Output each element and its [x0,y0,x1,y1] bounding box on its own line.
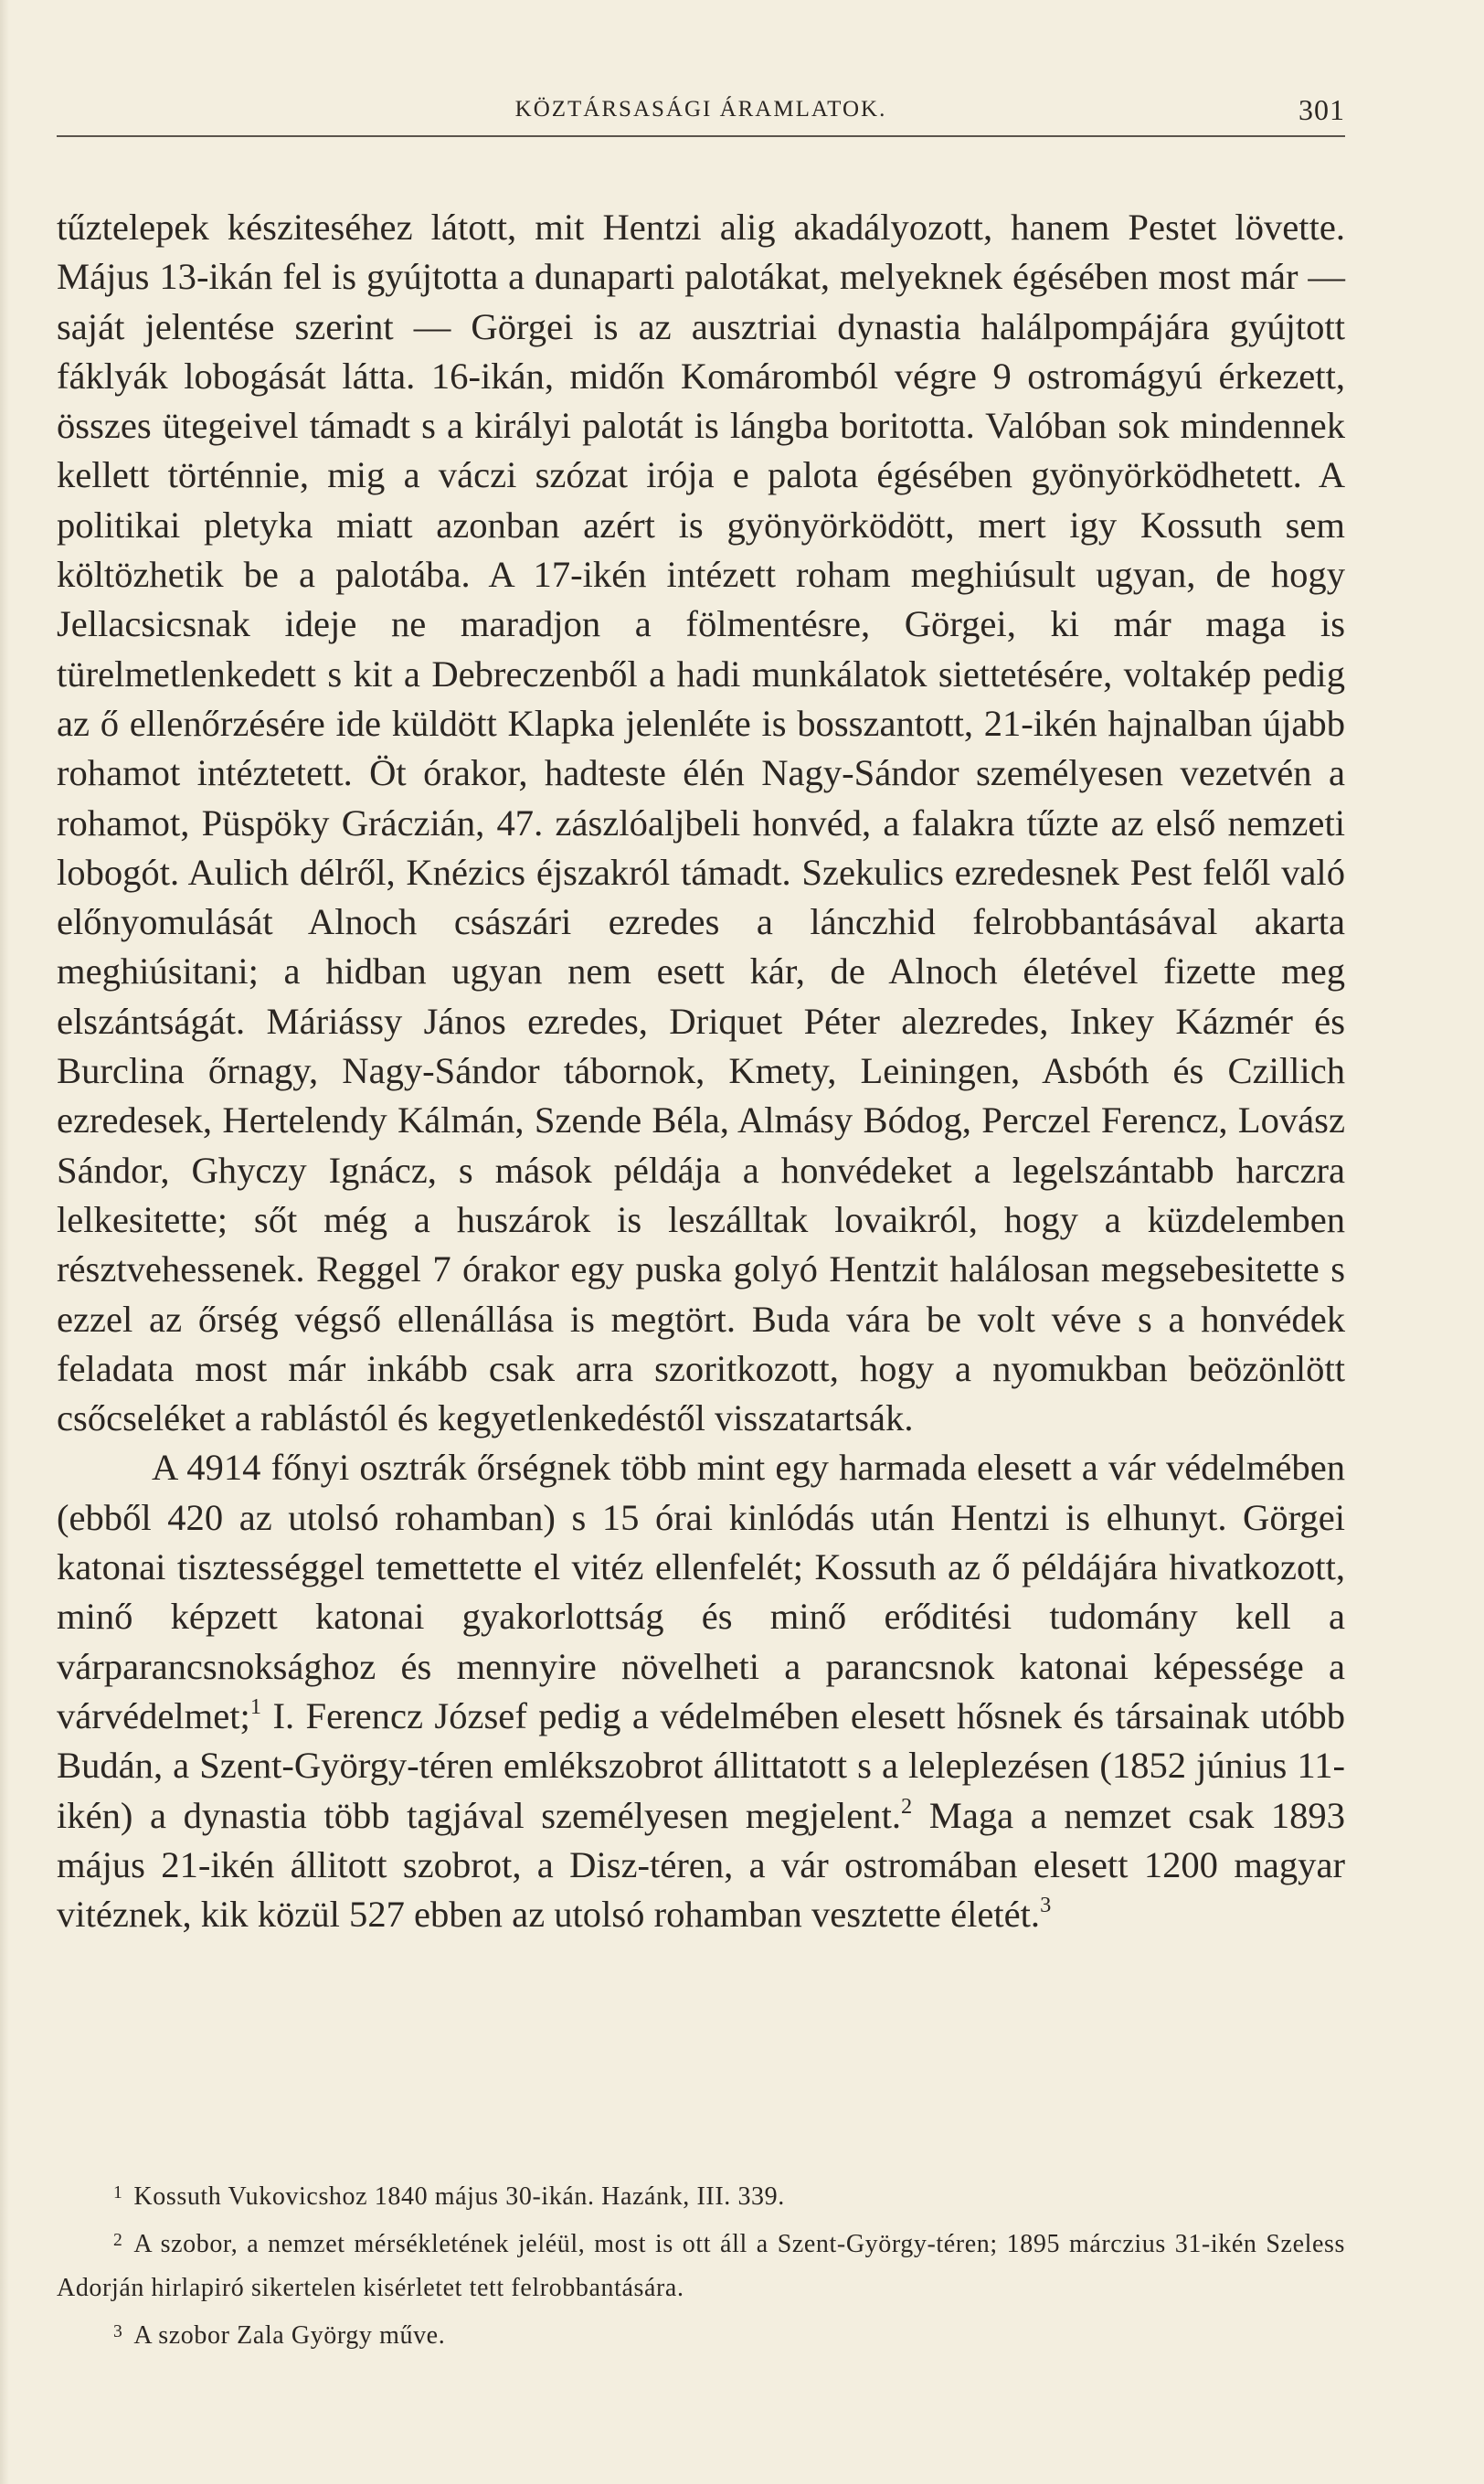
footnote-1 [57,2171,1345,2219]
paragraph-2 [57,1443,1345,1939]
paragraph-2-part-b: I. Ferencz József pedig a védelmében elesett hősnek és társainak utóbb Budán, a Szent-György-téren emlékszobrot állittatott s a leleplezésen (1852 június 11-ikén) a dynastia több tagjával személyesen megjelent. [57,1694,1345,1836]
running-head: KÖZTÁRSASÁGI ÁRAMLATOK. [514,97,887,122]
paragraph-2-part-c: Maga a nemzet csak 1893 május 21-ikén állitott szobrot, a Disz-téren, a vár ostromában elesett 1200 magyar vitéznek, kik közül 527 ebben az utolsó rohamban vesztette életét. [57,1794,1345,1936]
main-text [57,203,1345,1939]
paragraph-1: tűztelepek késziteséhez látott, mit Hentzi alig akadályozott, hanem Pestet lövette. Május 13-ikán fel is gyújtotta a dunaparti palotákat, melyeknek égésében most már — saját jelentése szerint — Görgei is az ausztriai dynastia halálpompájára gyújtott fáklyák lobogását látta. 16-ikán, midőn Komáromból végre 9 ostromágyú érkezett, összes ütegeivel támadt s a királyi palotát is lángba boritotta. Valóban sok mindennek kellett történnie, mig a váczi szózat irója e palota égésében gyönyörködhetett. A politikai pletyka miatt azonban azért is gyönyörködött, mert igy Kossuth sem költözhetik be a palotába. A 17-ikén intézett roham meghiúsult ugyan, de hogy Jellacsicsnak ideje ne maradjon a fölmentésre, Görgei, ki már maga is türelmetlenkedett s kit a Debreczenből a hadi munkálatok siettetésére, voltakép pedig az ő ellenőrzésére ide küldött Klapka jelenléte is bosszantott, 21-ikén hajnalban újabb rohamot intéztetett. Öt órakor, hadteste élén Nagy-Sándor személyesen vezetvén a rohamot, Püspöky Gráczián, 47. zászlóaljbeli honvéd, a falakra tűzte az első nemzeti lobogót. Aulich délről, Knézics éjszakról támadt. Szekulics ezredesnek Pest felől való előnyomulását Alnoch császári ezredes a lánczhid felrobbantásával akarta meghiúsitani; a hidban ugyan nem esett kár, de Alnoch életével fizette meg elszántságát. Máriássy János ezredes, Driquet Péter alezredes, Inkey Kázmér és Burclina őrnagy, Nagy-Sándor tábornok, Kmety, Leiningen, Asbóth és Czillich ezredesek, Hertelendy Kálmán, Szende Béla, Almásy Bódog, Perczel Ferencz, Lovász Sándor, Ghyczy Ignácz, s mások példája a honvédeket a legelszántabb harczra lelkesitette; sőt még a huszárok is leszálltak lovaikról, hogy a küzdelemben résztvehessenek. Reggel 7 órakor egy puska golyó Hentzit halálosan megsebesitette s ezzel az őrség végső ellenállása is megtört. Buda vára be volt véve s a honvédek feladata most már inkább csak arra szoritkozott, hogy a nyomukban beözönlött csőcseléket a rablástól és kegyetlenkedéstől visszatartsák. [57,207,1345,1439]
footnote-mark: 2 [113,2230,123,2250]
page-number: 301 [1298,93,1345,126]
footnote-text: Kossuth Vukovicshoz 1840 május 30-ikán. Hazánk, III. 339. [133,2181,785,2211]
footnote-mark: 1 [113,2183,123,2203]
footnote-text: A szobor Zala György műve. [133,2320,446,2350]
page-header [57,90,1345,137]
page-edge [0,0,9,2484]
footnote-2 [57,2219,1345,2310]
footnote-text: A szobor, a nemzet mérsékletének jeléül, most is ott áll a Szent-György-téren; 1895 márczius 31-ikén Szeless Adorján hirlapiró sikertelen kisérletet tett felrobbantására. [57,2229,1345,2302]
footnote-ref-1: 1 [249,1694,261,1720]
footnote-ref-3: 3 [1040,1893,1052,1918]
paragraph-2-part-a: A 4914 főnyi osztrák őrségnek több mint egy harmada elesett a vár védelmében (ebből 420 az utolsó rohamban) s 15 órai kinlódás után Hentzi is elhunyt. Görgei katonai tisztességgel temettette el vitéz ellenfelét; Kossuth az ő példájára hivatkozott, minő képzett katonai gyakorlottság és minő erőditési tudomány kell a várparancsnoksághoz és mennyire növelheti a parancsnok katonai képessége a várvédelmet; [57,1447,1345,1736]
footnotes [57,2171,1345,2358]
footnote-mark: 3 [113,2321,123,2341]
footnote-ref-2: 2 [901,1793,913,1819]
footnote-3 [57,2310,1345,2358]
